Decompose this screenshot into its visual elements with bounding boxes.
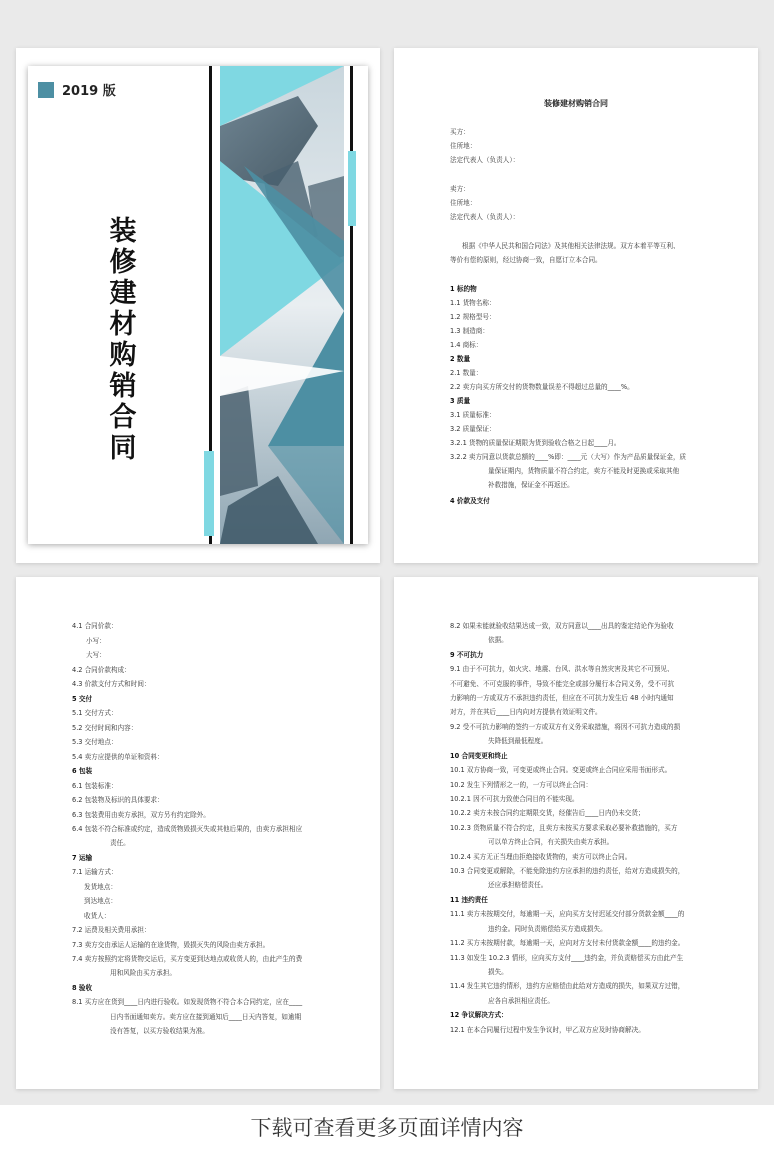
- contract-page-1: [394, 48, 758, 563]
- text-line: 住所地：: [450, 199, 477, 207]
- text-line: 补救措施，保证金不再返还。: [488, 481, 574, 489]
- text-line: 8.2 如果未能就验收结果达成一致，双方同意以____出具的鉴定结论作为验收: [450, 622, 674, 630]
- text-line: 发货地点：: [84, 883, 117, 891]
- text-line: 10.2.3 货物质量不符合约定，且卖方未按买方要求采取必要补救措施的，买方: [450, 824, 678, 832]
- section-heading: 10 合同变更和终止: [450, 752, 508, 760]
- cover-card: [28, 66, 368, 544]
- text-line: 10.2 发生下列情形之一的，一方可以终止合同：: [450, 781, 593, 789]
- text-line: 12.1 在本合同履行过程中发生争议时，甲乙双方应及时协商解决。: [450, 1026, 645, 1034]
- text-line: 7.1 运输方式：: [72, 868, 118, 876]
- section-heading: 7 运输: [72, 854, 93, 862]
- text-line: 6.1 包装标准：: [72, 782, 118, 790]
- text-line: 11.1 卖方未按期交付，每逾期一天，应向买方支付迟延交付部分货款金额____的: [450, 910, 685, 918]
- text-line: 等价有偿的原则，经过协商一致，自愿订立本合同。: [450, 256, 602, 264]
- text-line: 卖方：: [450, 185, 470, 193]
- text-line: 1.2 规格型号：: [450, 313, 496, 321]
- text-line: 10.3 合同变更或解除，不能免除违约方应承担的违约责任，给对方造成损失的，: [450, 867, 685, 875]
- text-line: 根据《中华人民共和国合同法》及其他相关法律法规。双方本着平等互利、: [462, 242, 680, 250]
- text-line: 量保证期内，货物质量不符合约定，卖方不能及时更换或采取其他: [488, 467, 680, 475]
- text-line: 大写：: [86, 651, 106, 659]
- text-line: 违约金。同时负责赔偿给买方造成损失。: [488, 925, 607, 933]
- document-title: 装修建材购销合同: [544, 99, 608, 108]
- contract-page-2: [16, 577, 380, 1089]
- text-line: 法定代表人（负责人）：: [450, 156, 520, 164]
- text-line: 5.4 卖方应提供的单证和资料：: [72, 753, 164, 761]
- text-line: 2.2 卖方向买方所交付的货物数量误差不得超过总量的____%。: [450, 383, 634, 391]
- text-line: 4.2 合同价款构成：: [72, 666, 131, 674]
- text-line: 3.2.1 货物的质量保证期限为货到验收合格之日起____月。: [450, 439, 621, 447]
- section-heading: 8 验收: [72, 984, 93, 992]
- section-heading: 12 争议解决方式：: [450, 1011, 508, 1019]
- text-line: 住所地：: [450, 142, 477, 150]
- text-line: 10.2.2 卖方未按合同约定期限交货，经催告后____日内仍未交货；: [450, 809, 645, 817]
- text-line: 6.3 包装费用由卖方承担，双方另有约定除外。: [72, 811, 210, 819]
- text-line: 损失。: [488, 968, 508, 976]
- text-line: 10.1 双方协商一致，可变更或终止合同。变更或终止合同应采用书面形式。: [450, 766, 672, 774]
- text-line: 6.2 包装物及标识的具体要求：: [72, 796, 164, 804]
- text-line: 9.1 由于不可抗力，如火灾、地震、台风、洪水等自然灾害及其它不可预见、: [450, 665, 674, 673]
- cover-title: 装修建材购销合同: [109, 216, 137, 464]
- section-heading: 5 交付: [72, 695, 93, 703]
- text-line: 力影响的一方或双方不承担违约责任，但应在不可抗力发生后 48 小时内通知: [450, 694, 674, 702]
- text-line: 11.2 买方未按期付款，每逾期一天，应向对方支付未付货款金额____的违约金。: [450, 939, 685, 947]
- text-line: 依据。: [488, 636, 508, 644]
- text-line: 买方：: [450, 128, 470, 136]
- text-line: 5.2 交付时间和内容：: [72, 724, 138, 732]
- text-line: 3.1 质量标准：: [450, 411, 496, 419]
- text-line: 11.3 如发生 10.2.3 情形，应向买方支付____违约金，并负责赔偿买方由此产生: [450, 954, 684, 962]
- text-line: 到达地点：: [84, 897, 117, 905]
- text-line: 责任。: [110, 839, 130, 847]
- accent-bar: [204, 451, 214, 536]
- text-line: 2.1 数量：: [450, 369, 483, 377]
- section-heading: 1 标的物: [450, 285, 477, 293]
- text-line: 1.3 制造商：: [450, 327, 489, 335]
- text-line: 4.3 价款支付方式和时间：: [72, 680, 151, 688]
- download-more-link[interactable]: 下载可查看更多页面详情内容: [250, 1116, 524, 1140]
- text-line: 法定代表人（负责人）：: [450, 213, 520, 221]
- text-line: 1.1 货物名称：: [450, 299, 496, 307]
- text-line: 3.2 质量保证：: [450, 425, 496, 433]
- contract-page-3: [394, 577, 758, 1089]
- section-heading: 2 数量: [450, 355, 471, 363]
- vertical-rule: [350, 66, 353, 544]
- text-line: 还应承担赔偿责任。: [488, 881, 548, 889]
- cover-page: [16, 48, 380, 563]
- text-line: 应各自承担相应责任。: [488, 997, 554, 1005]
- text-line: 4.1 合同价款：: [72, 622, 118, 630]
- text-line: 10.2.4 买方无正当理由拒绝接收货物的，卖方可以终止合同。: [450, 853, 632, 861]
- text-line: 9.2 受不可抗力影响的签约一方或双方有义务采取措施，将因不可抗力造成的损: [450, 723, 681, 731]
- text-line: 10.2.1 因不可抗力致使合同目的不能实现。: [450, 795, 579, 803]
- text-line: 1.4 商标：: [450, 341, 483, 349]
- text-line: 用和风险由买方承担。: [110, 969, 176, 977]
- text-line: 6.4 包装不符合标准或约定，造成货物毁损灭失或其他后果的，由卖方承担相应: [72, 825, 303, 833]
- section-heading: 11 违约责任: [450, 896, 488, 904]
- section-heading: 6 包装: [72, 767, 93, 775]
- text-line: 失降低到最低程度。: [488, 737, 548, 745]
- text-line: 小写：: [86, 637, 106, 645]
- text-line: 7.3 卖方交由承运人运输的在途货物，毁损灭失的风险由卖方承担。: [72, 941, 270, 949]
- section-heading: 9 不可抗力: [450, 651, 484, 659]
- edition-label: 2019 版: [62, 84, 116, 99]
- cover-artwork: [28, 66, 368, 544]
- text-line: 没有答复，以买方验收结果为准。: [110, 1027, 209, 1035]
- text-line: 对方，并在其后____日内向对方提供有效证明文件。: [450, 708, 602, 716]
- text-line: 收货人：: [84, 912, 111, 920]
- text-line: 8.1 买方应在货到____日内进行验收。如发现货物不符合本合同约定，应在____: [72, 998, 303, 1006]
- text-line: 11.4 发生其它违约情形，违约方应赔偿由此给对方造成的损失，如果双方过错，: [450, 982, 685, 990]
- text-line: 5.1 交付方式：: [72, 709, 118, 717]
- text-line: 7.2 运费及相关费用承担：: [72, 926, 151, 934]
- text-line: 7.4 卖方按照约定将货物交运后，买方变更到达地点或收货人的，由此产生的费: [72, 955, 303, 963]
- section-heading: 3 质量: [450, 397, 471, 405]
- text-line: 3.2.2 卖方同意以货款总额的____%即：____元（大写）作为产品质量保证金，质: [450, 453, 687, 461]
- text-line: 可以单方终止合同，有关损失由卖方承担。: [488, 838, 614, 846]
- text-line: 不可避免、不可克服的事件，导致不能完全或部分履行本合同义务，受不可抗: [450, 680, 675, 688]
- text-line: 5.3 交付地点：: [72, 738, 118, 746]
- accent-bar: [348, 151, 356, 226]
- section-heading: 4 价款及支付: [450, 497, 490, 505]
- text-line: 日内书面通知卖方。卖方应在接到通知后____日天内答复，如逾期: [110, 1013, 302, 1021]
